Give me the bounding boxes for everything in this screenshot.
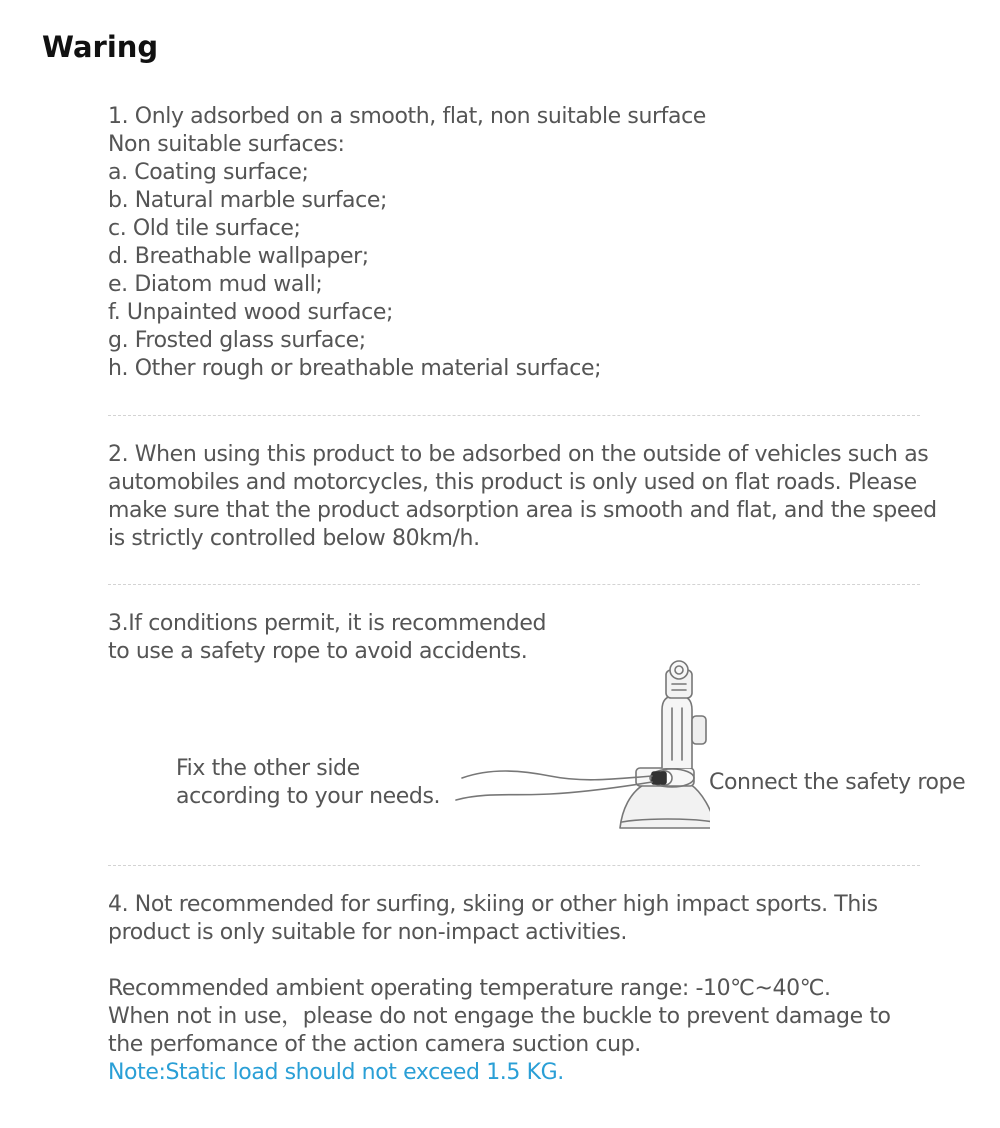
section-impact-warning xyxy=(108,891,938,1087)
rope-fix-label xyxy=(176,755,440,811)
list-item: g. Frosted glass surface; xyxy=(108,328,366,353)
list-item: d. Breathable wallpaper; xyxy=(108,244,369,269)
page-title: Waring xyxy=(42,30,159,64)
section-divider xyxy=(108,584,920,585)
section3-line: to use a safety rope to avoid accidents. xyxy=(108,639,528,664)
list-item: b. Natural marble surface; xyxy=(108,188,387,213)
storage-note: the perfomance of the action camera suction cup. xyxy=(108,1032,641,1057)
section-surface-warning xyxy=(108,103,938,383)
section1-subheading: Non suitable surfaces: xyxy=(108,132,345,157)
section2-line: make sure that the product adsorption area is smooth and flat, and the speed xyxy=(108,498,937,523)
spacer xyxy=(108,947,938,975)
static-load-note: Note:Static load should not exceed 1.5 KG. xyxy=(108,1060,564,1085)
temperature-note: Recommended ambient operating temperature range: -10℃~40℃. xyxy=(108,976,831,1001)
section2-line: is strictly controlled below 80km/h. xyxy=(108,526,480,551)
rope-fix-label-line: Fix the other side xyxy=(176,756,360,781)
section-vehicle-warning xyxy=(108,441,938,553)
list-item: a. Coating surface; xyxy=(108,160,309,185)
section2-line: 2. When using this product to be adsorbed on the outside of vehicles such as xyxy=(108,442,929,467)
section4-line: 4. Not recommended for surfing, skiing or other high impact sports. This xyxy=(108,892,878,917)
section-divider xyxy=(108,865,920,866)
list-item: c. Old tile surface; xyxy=(108,216,301,241)
list-item: e. Diatom mud wall; xyxy=(108,272,323,297)
list-item: h. Other rough or breathable material surface; xyxy=(108,356,602,381)
section3-line: 3.If conditions permit, it is recommended xyxy=(108,611,547,636)
list-item: f. Unpainted wood surface; xyxy=(108,300,393,325)
section4-line: product is only suitable for non-impact activities. xyxy=(108,920,627,945)
suction-cup-mount-illustration xyxy=(440,650,710,845)
section1-heading: 1. Only adsorbed on a smooth, flat, non suitable surface xyxy=(108,104,706,129)
rope-connect-label: Connect the safety rope xyxy=(709,770,966,795)
section-divider xyxy=(108,415,920,416)
section2-line: automobiles and motorcycles, this product is only used on flat roads. Please xyxy=(108,470,917,495)
storage-note: When not in use，please do not engage the buckle to prevent damage to xyxy=(108,1004,891,1029)
rope-fix-label-line: according to your needs. xyxy=(176,784,441,809)
